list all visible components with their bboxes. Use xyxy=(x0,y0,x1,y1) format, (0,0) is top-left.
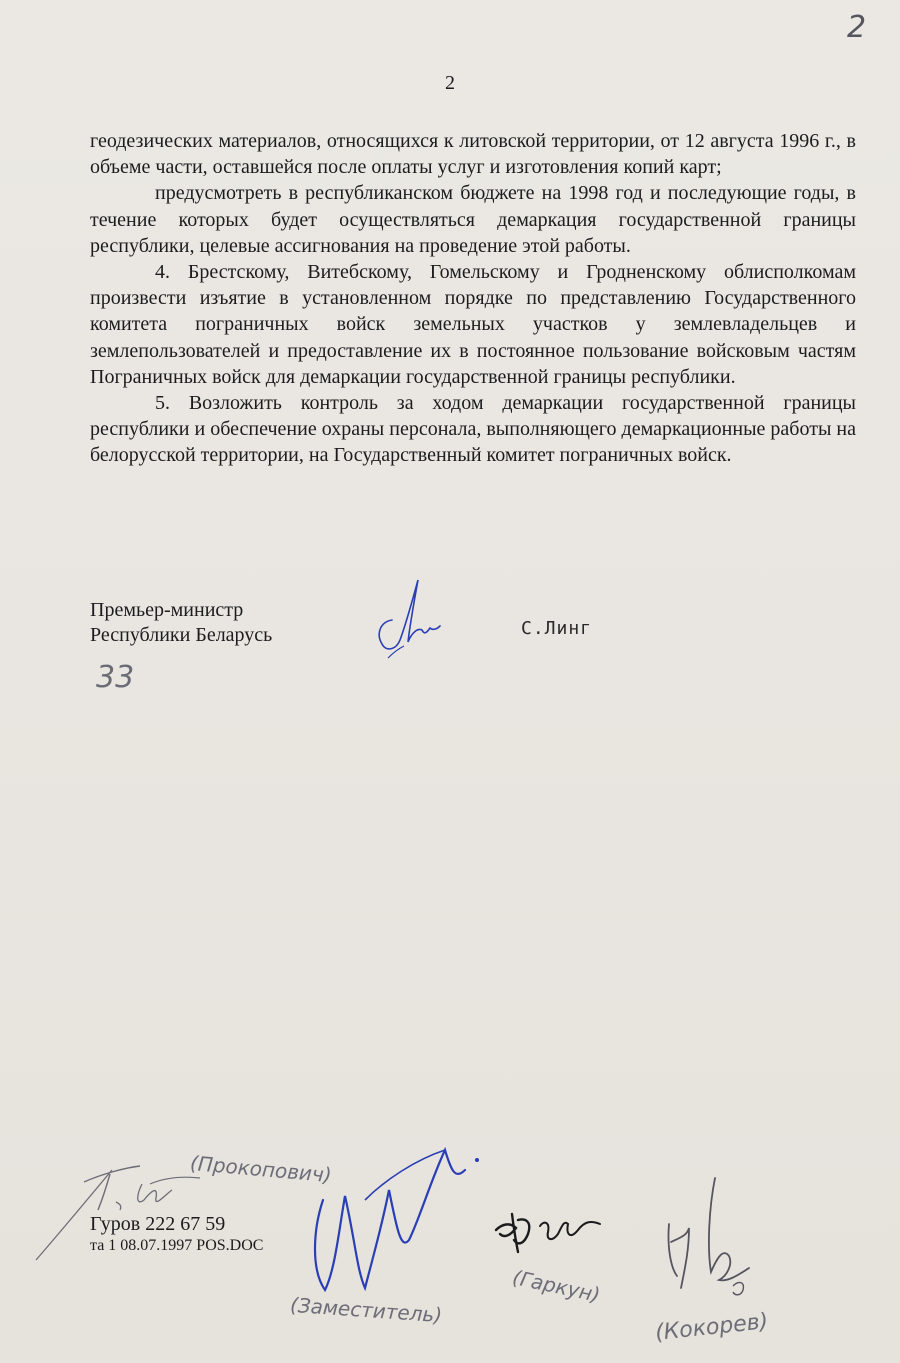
zamestnik-signature xyxy=(305,1120,485,1300)
paragraph-continuation: геодезических материалов, относящихся к литовской территории, от 12 августа 1996 г., в объеме части, оставшейся после оплаты услуг и изготовления копий карт; xyxy=(90,130,856,179)
prime-minister-signature xyxy=(370,572,450,662)
page-number: 2 xyxy=(445,72,455,94)
document-body xyxy=(90,128,856,469)
garkun-signature xyxy=(488,1190,618,1270)
zamestnik-annotation: (Заместитель) xyxy=(289,1292,443,1328)
prokopovich-annotation: (Прокопович) xyxy=(189,1150,333,1188)
executor-phone: Гуров 222 67 59 xyxy=(90,1213,226,1235)
kokorev-annotation: (Кокорев) xyxy=(654,1309,770,1346)
handwritten-number: 33 xyxy=(96,660,135,695)
garkun-annotation: (Гаркун) xyxy=(510,1265,603,1307)
signature-title xyxy=(90,598,272,648)
signature-title-line-1: Премьер-министр xyxy=(90,599,244,621)
file-reference: та 1 08.07.1997 POS.DOC xyxy=(90,1237,264,1254)
signature-title-line-2: Республики Беларусь xyxy=(90,624,273,646)
archive-page-number: 2 xyxy=(847,10,867,45)
paragraph-budget: предусмотреть в республиканском бюджете на 1998 год и последующие годы, в течение которых будет осуществляться демаркация государственной границы республики, целевые ассигнования на проведение этой работы. xyxy=(90,182,856,257)
paragraph-item-5: 5. Возложить контроль за ходом демаркации государственной границы республики и обеспечение охраны персонала, выполняющего демаркационные работы на белорусской территории, на Государственный комитет пограничных войск. xyxy=(90,392,856,467)
signatory-name: С.Линг xyxy=(521,618,593,639)
paragraph-item-4: 4. Брестскому, Витебскому, Гомельскому и Гродненскому облисполкомам произвести изъятие в установленном порядке по представлению Государственного комитета пограничных войск земельных участков у землевладельцев и землепользователей и предоставление их в постоянное пользование войсковым частям Пограничных войск для демаркации государственной границы республики. xyxy=(90,261,856,388)
kokorev-signature xyxy=(655,1168,775,1318)
